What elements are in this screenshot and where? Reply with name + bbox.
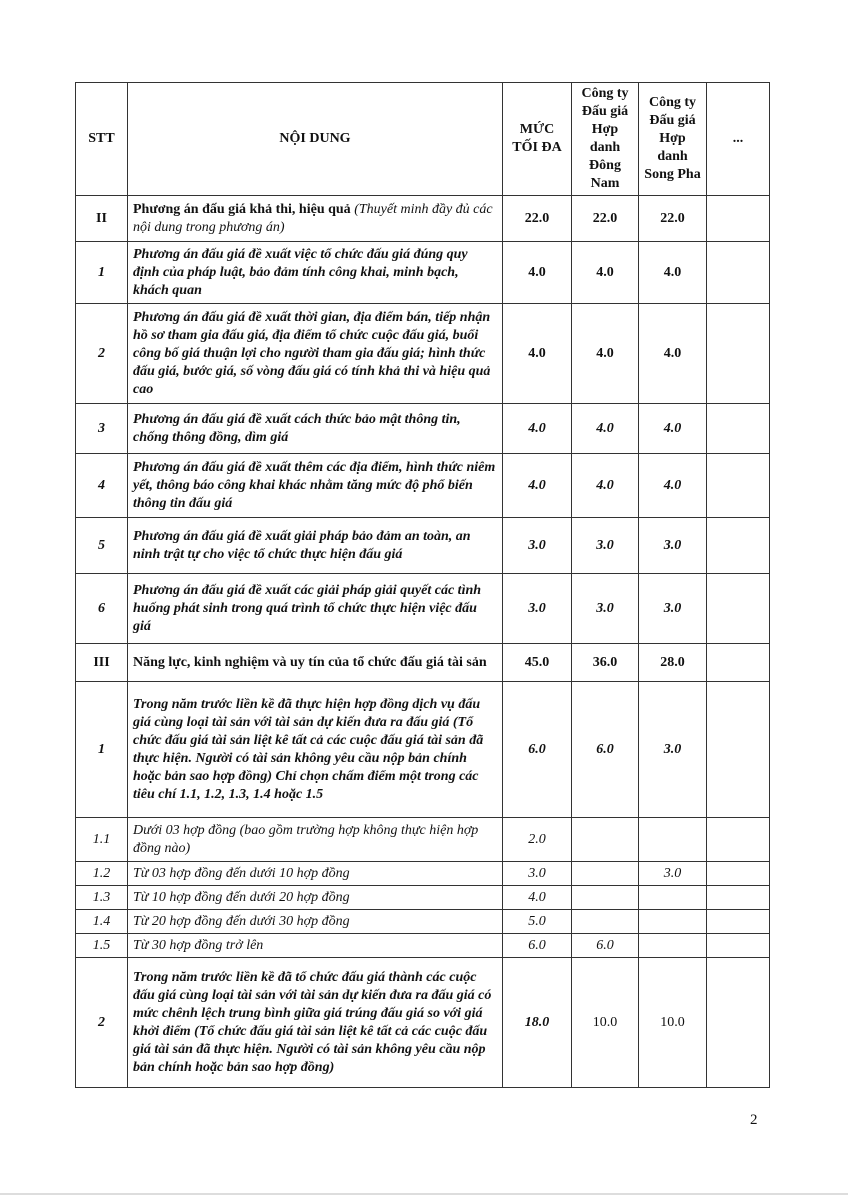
table-row	[76, 934, 770, 958]
row-content	[128, 862, 503, 886]
table-row	[76, 196, 770, 242]
row-content	[128, 242, 503, 304]
row-stt: 1	[76, 242, 128, 304]
row-more	[707, 518, 770, 574]
row-content	[128, 644, 503, 682]
header-company-1: Công ty Đấu giá Hợp danh Đông Nam	[572, 83, 639, 196]
row-company-2	[639, 910, 707, 934]
row-content	[128, 304, 503, 404]
row-content	[128, 910, 503, 934]
row-content-text: Phương án đấu giá đề xuất các giải pháp giải quyết các tình huống phát sinh trong quá trình tổ chức thực hiện việc đấu giá	[133, 582, 482, 634]
row-more	[707, 910, 770, 934]
row-company-2: 4.0	[639, 242, 707, 304]
row-content-text: Phương án đấu giá đề xuất việc tổ chức đấu giá đúng quy định của pháp luật, bảo đảm tính công khai, minh bạch, khách quan	[133, 246, 468, 298]
row-max: 4.0	[503, 404, 572, 454]
row-content-text: Trong năm trước liền kề đã thực hiện hợp đồng dịch vụ đấu giá cùng loại tài sản với tài sản dự kiến đưa ra đấu giá (Tổ chức đấu giá tài sản liệt kê tất cả các cuộc đấu giá tài sản đã thực hiện. Người có tài sản không yêu cầu nộp bản chính hoặc bản sao hợp đồng) Chỉ chọn chấm điểm một trong các tiêu chí 1.1, 1.2, 1.3, 1.4 hoặc 1.5	[133, 696, 484, 802]
table-row	[76, 574, 770, 644]
table-row	[76, 818, 770, 862]
row-company-2	[639, 886, 707, 910]
row-more	[707, 242, 770, 304]
row-content-text: Từ 03 hợp đồng đến dưới 10 hợp đồng	[133, 865, 350, 881]
row-max: 18.0	[503, 958, 572, 1088]
row-more	[707, 862, 770, 886]
row-content	[128, 574, 503, 644]
row-max: 22.0	[503, 196, 572, 242]
row-max: 4.0	[503, 304, 572, 404]
row-company-2: 4.0	[639, 404, 707, 454]
row-stt: 1	[76, 682, 128, 818]
row-content-text: Từ 20 hợp đồng đến dưới 30 hợp đồng	[133, 913, 350, 929]
row-content	[128, 886, 503, 910]
row-max: 2.0	[503, 818, 572, 862]
row-company-2	[639, 934, 707, 958]
row-content	[128, 404, 503, 454]
row-stt: III	[76, 644, 128, 682]
row-stt: 2	[76, 958, 128, 1088]
row-content-text: Dưới 03 hợp đồng (bao gồm trường hợp không thực hiện hợp đồng nào)	[133, 822, 479, 856]
row-stt: 5	[76, 518, 128, 574]
row-stt: II	[76, 196, 128, 242]
scan-edge	[0, 1193, 848, 1195]
row-more	[707, 818, 770, 862]
row-max: 3.0	[503, 574, 572, 644]
row-company-1	[572, 862, 639, 886]
row-content	[128, 518, 503, 574]
row-content-note: (Thuyết minh đầy đủ các nội dung trong phương án)	[133, 201, 493, 235]
row-company-2: 10.0	[639, 958, 707, 1088]
row-company-2: 3.0	[639, 518, 707, 574]
row-stt: 3	[76, 404, 128, 454]
row-company-2: 28.0	[639, 644, 707, 682]
row-company-1: 22.0	[572, 196, 639, 242]
row-content-text: Phương án đấu giá khả thi, hiệu quả	[133, 201, 351, 217]
row-content	[128, 934, 503, 958]
row-stt: 2	[76, 304, 128, 404]
table-row	[76, 242, 770, 304]
row-max: 4.0	[503, 886, 572, 910]
row-stt: 1.2	[76, 862, 128, 886]
row-company-1: 4.0	[572, 454, 639, 518]
row-company-1	[572, 886, 639, 910]
row-company-1: 6.0	[572, 934, 639, 958]
row-max: 3.0	[503, 518, 572, 574]
row-more	[707, 958, 770, 1088]
row-company-2: 22.0	[639, 196, 707, 242]
row-company-1	[572, 910, 639, 934]
row-company-1: 3.0	[572, 574, 639, 644]
table-row	[76, 644, 770, 682]
row-company-1: 3.0	[572, 518, 639, 574]
row-content-text: Phương án đấu giá đề xuất giải pháp bảo đảm an toàn, an ninh trật tự cho việc tổ chức thực hiện đấu giá	[133, 528, 471, 562]
row-max: 5.0	[503, 910, 572, 934]
row-max: 6.0	[503, 934, 572, 958]
row-content	[128, 818, 503, 862]
row-content	[128, 682, 503, 818]
row-max: 45.0	[503, 644, 572, 682]
row-content-text: Từ 10 hợp đồng đến dưới 20 hợp đồng	[133, 889, 350, 905]
header-row	[76, 83, 770, 196]
header-more: ...	[707, 83, 770, 196]
row-stt: 6	[76, 574, 128, 644]
row-more	[707, 574, 770, 644]
row-company-2: 4.0	[639, 454, 707, 518]
row-company-2: 3.0	[639, 862, 707, 886]
row-more	[707, 454, 770, 518]
row-max: 3.0	[503, 862, 572, 886]
row-company-1: 4.0	[572, 304, 639, 404]
row-company-1: 4.0	[572, 404, 639, 454]
row-company-2: 3.0	[639, 574, 707, 644]
row-content-text: Phương án đấu giá đề xuất thời gian, địa điểm bán, tiếp nhận hồ sơ tham gia đấu giá, địa điểm tổ chức cuộc đấu giá, buổi công bố giá thuận lợi cho người tham gia đấu giá; hình thức đấu giá, bước giá, số vòng đấu giá có tính khả thi và hiệu quả cao	[133, 309, 491, 397]
row-company-2	[639, 818, 707, 862]
row-content-text: Năng lực, kinh nghiệm và uy tín của tổ chức đấu giá tài sản	[133, 654, 487, 670]
row-company-2: 3.0	[639, 682, 707, 818]
row-stt: 1.3	[76, 886, 128, 910]
header-max: MỨC TỐI ĐA	[503, 83, 572, 196]
table-row	[76, 518, 770, 574]
row-stt: 1.1	[76, 818, 128, 862]
table-row	[76, 886, 770, 910]
row-content-text: Phương án đấu giá đề xuất cách thức bảo mật thông tin, chống thông đồng, dìm giá	[133, 411, 461, 445]
table-row	[76, 958, 770, 1088]
row-content	[128, 196, 503, 242]
table-row	[76, 454, 770, 518]
row-more	[707, 196, 770, 242]
header-stt: STT	[76, 83, 128, 196]
row-more	[707, 682, 770, 818]
header-content: NỘI DUNG	[128, 83, 503, 196]
row-stt: 4	[76, 454, 128, 518]
row-max: 4.0	[503, 454, 572, 518]
table-row	[76, 862, 770, 886]
row-company-2: 4.0	[639, 304, 707, 404]
table-row	[76, 682, 770, 818]
row-company-1: 36.0	[572, 644, 639, 682]
row-company-1: 6.0	[572, 682, 639, 818]
row-max: 4.0	[503, 242, 572, 304]
row-stt: 1.4	[76, 910, 128, 934]
row-more	[707, 886, 770, 910]
page-number: 2	[750, 1112, 758, 1128]
header-company-2: Công ty Đấu giá Hợp danh Song Pha	[639, 83, 707, 196]
row-company-1: 10.0	[572, 958, 639, 1088]
row-more	[707, 644, 770, 682]
table-row	[76, 404, 770, 454]
row-content	[128, 454, 503, 518]
row-more	[707, 934, 770, 958]
row-stt: 1.5	[76, 934, 128, 958]
row-content	[128, 958, 503, 1088]
row-more	[707, 404, 770, 454]
table-row	[76, 304, 770, 404]
table-body	[76, 196, 770, 1088]
row-content-text: Trong năm trước liền kề đã tổ chức đấu giá thành các cuộc đấu giá cùng loại tài sản với tài sản dự kiến đưa ra đấu giá có mức chênh lệch trung bình giữa giá trúng đấu giá so với giá khởi điểm (Tổ chức đấu giá tài sản liệt kê tất cả các cuộc đấu giá tài sản đã thực hiện. Người có tài sản không yêu cầu nộp bản chính hoặc bản sao hợp đồng)	[133, 969, 492, 1075]
row-company-1: 4.0	[572, 242, 639, 304]
row-max: 6.0	[503, 682, 572, 818]
table-row	[76, 910, 770, 934]
scoring-table	[75, 82, 770, 1088]
row-content-text: Từ 30 hợp đồng trở lên	[133, 937, 264, 953]
row-more	[707, 304, 770, 404]
row-company-1	[572, 818, 639, 862]
row-content-text: Phương án đấu giá đề xuất thêm các địa điểm, hình thức niêm yết, thông báo công khai khác nhằm tăng mức độ phổ biến thông tin đấu giá	[133, 459, 496, 511]
